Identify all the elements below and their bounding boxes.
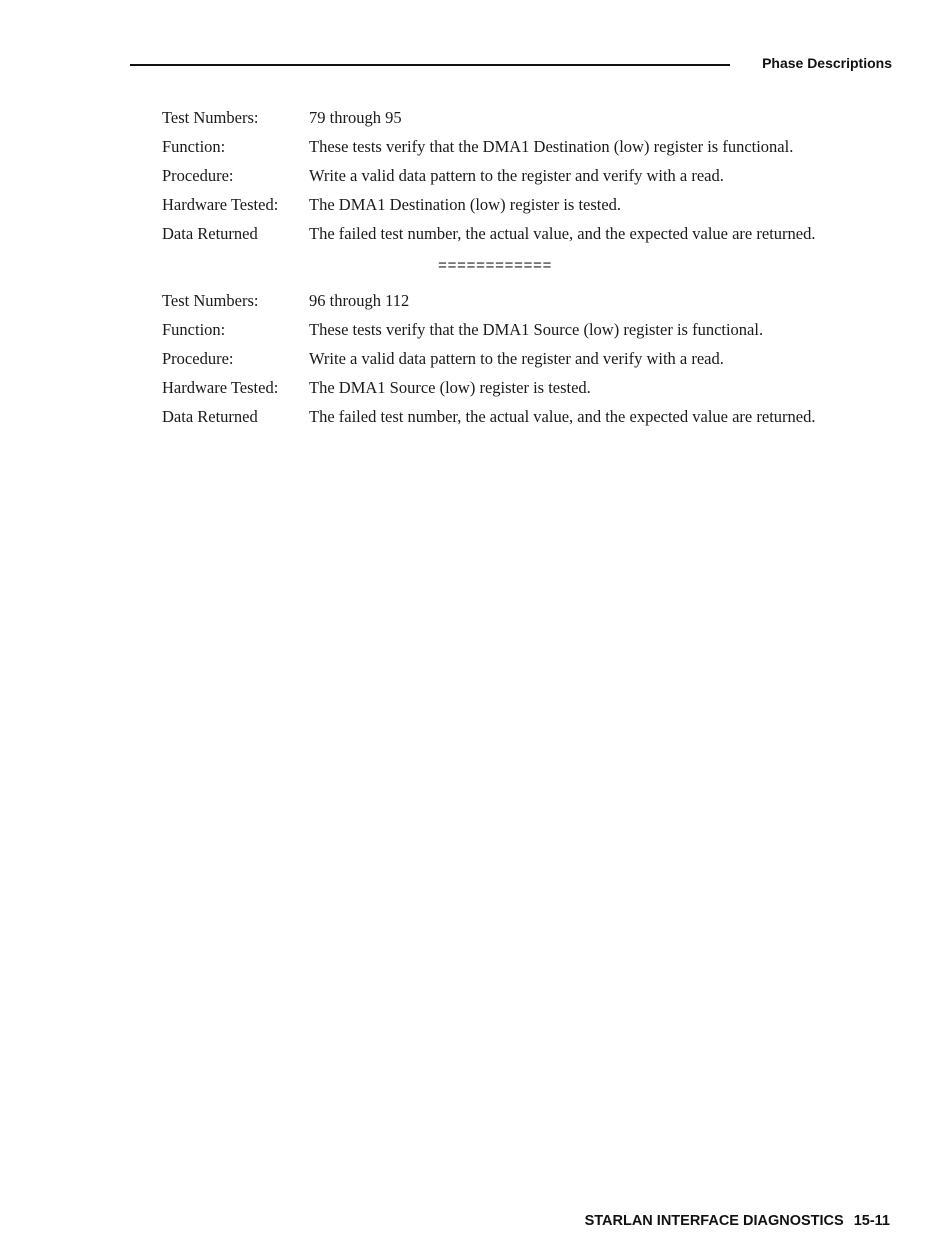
section-separator: ============ bbox=[438, 258, 553, 275]
row-label: Procedure: bbox=[162, 166, 234, 185]
page-footer bbox=[585, 1213, 890, 1229]
row-label: Function: bbox=[162, 137, 226, 156]
row-label: Hardware Tested: bbox=[162, 195, 279, 214]
row-label: Test Numbers: bbox=[162, 291, 259, 310]
data-returned-row bbox=[162, 402, 892, 431]
running-header: Phase Descriptions bbox=[762, 55, 892, 71]
row-value: 79 through 95 bbox=[309, 108, 402, 127]
row-label: Procedure: bbox=[162, 349, 234, 368]
page-number: 15-11 bbox=[853, 1213, 890, 1229]
function-row bbox=[162, 132, 892, 161]
row-label: Data Returned bbox=[162, 224, 258, 243]
procedure-row bbox=[162, 344, 892, 373]
test-section-2 bbox=[162, 286, 892, 431]
footer-title: STARLAN INTERFACE DIAGNOSTICS bbox=[584, 1213, 844, 1229]
test-numbers-row bbox=[162, 103, 892, 132]
function-row bbox=[162, 315, 892, 344]
row-label: Function: bbox=[162, 320, 226, 339]
hardware-tested-row bbox=[162, 373, 892, 402]
row-value: The DMA1 Destination (low) register is tested. bbox=[309, 195, 622, 214]
procedure-row bbox=[162, 161, 892, 190]
row-label: Data Returned bbox=[162, 407, 258, 426]
row-value: Write a valid data pattern to the register and verify with a read. bbox=[309, 166, 724, 185]
hardware-tested-row bbox=[162, 190, 892, 219]
data-returned-row bbox=[162, 219, 892, 248]
header-rule bbox=[130, 64, 730, 66]
row-value: The failed test number, the actual value, and the expected value are returned. bbox=[309, 407, 816, 426]
row-value: The failed test number, the actual value, and the expected value are returned. bbox=[309, 224, 816, 243]
row-label: Test Numbers: bbox=[162, 108, 259, 127]
row-value: Write a valid data pattern to the register and verify with a read. bbox=[309, 349, 724, 368]
test-section-1 bbox=[162, 103, 892, 248]
row-value: These tests verify that the DMA1 Source (low) register is functional. bbox=[309, 320, 764, 339]
row-value: These tests verify that the DMA1 Destination (low) register is functional. bbox=[309, 137, 794, 156]
row-value: 96 through 112 bbox=[309, 291, 410, 310]
row-label: Hardware Tested: bbox=[162, 378, 279, 397]
row-value: The DMA1 Source (low) register is tested. bbox=[309, 378, 591, 397]
test-numbers-row bbox=[162, 286, 892, 315]
